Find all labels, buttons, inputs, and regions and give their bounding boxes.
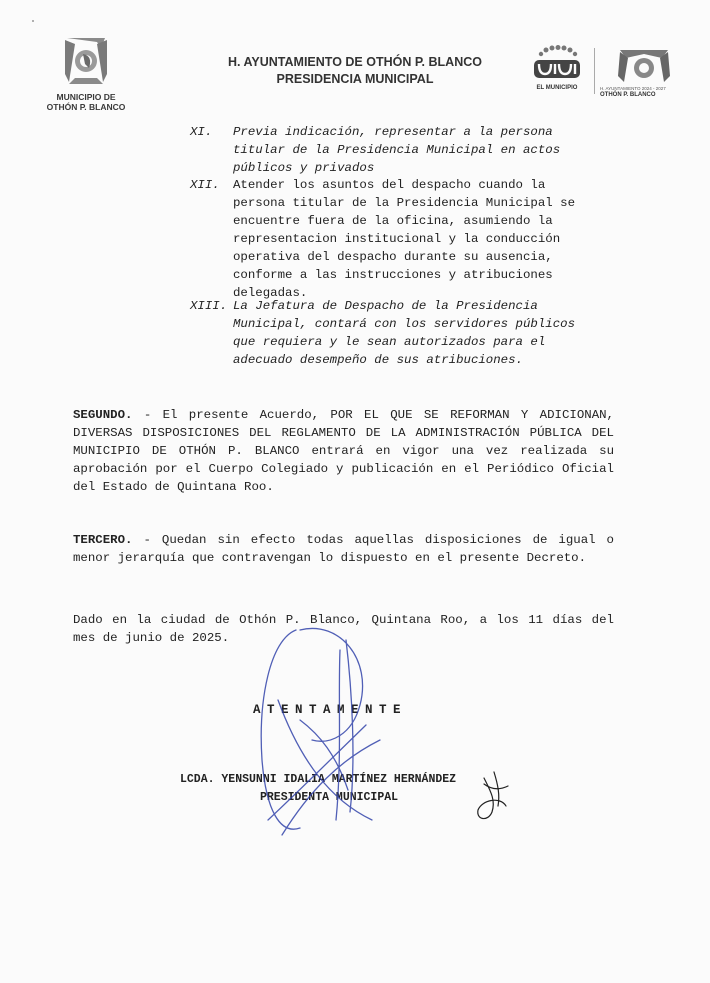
- fraction-line: que requiera y le sean autorizados para el: [233, 335, 546, 349]
- municipio-caption-line1: MUNICIPIO DE: [56, 92, 116, 102]
- fraction-line: delegadas.: [233, 286, 308, 300]
- fraction-number: XII.: [190, 178, 220, 192]
- fraction-line: Atender los asuntos del despacho cuando la: [233, 178, 546, 192]
- municipio-caption-line2: OTHÓN P. BLANCO: [46, 102, 126, 112]
- right-logos: [528, 44, 688, 104]
- fraction-line: encuentre fuera de la oficina, asumiendo la: [233, 214, 553, 228]
- municipio-logo: [42, 34, 130, 112]
- scan-speck: [32, 20, 34, 22]
- tercero-label: TERCERO.: [73, 533, 133, 547]
- signatory-name: LCDA. YENSUNNI IDALIA MARTÍNEZ HERNÁNDEZ: [180, 773, 457, 786]
- segundo-label: SEGUNDO.: [73, 408, 133, 422]
- fraction-number: XI.: [190, 125, 213, 139]
- ayuntamiento-caption: [600, 86, 690, 98]
- fraction-line: La Jefatura de Despacho de la Presidencia: [233, 299, 538, 313]
- fraction-line: persona titular de la Presidencia Municipal se: [233, 196, 576, 210]
- fraction-line: representacion institucional y la conducción: [233, 232, 561, 246]
- logo-divider: [594, 48, 595, 94]
- ayuntamiento-name: OTHÓN P. BLANCO: [600, 92, 656, 98]
- tercero-text: - Quedan sin efecto todas aquellas disposiciones de igual o menor jerarquía que contravengan lo dispuesto en el presente Decreto.: [73, 533, 614, 565]
- fraction-xi: [190, 123, 614, 177]
- el-municipio-caption: EL MUNICIPIO: [536, 85, 578, 91]
- presidencia-title: PRESIDENCIA MUNICIPAL: [276, 72, 434, 86]
- ayuntamiento-period: H. AYUNTAMIENTO 2024 - 2027: [600, 86, 666, 91]
- el-municipio-logo-icon: [528, 44, 586, 86]
- article-tercero: [73, 531, 614, 567]
- fraction-xii: [190, 176, 614, 302]
- fraction-line: operativa del despacho durante su ausencia,: [233, 250, 553, 264]
- fraction-xiii: [190, 297, 614, 369]
- fraction-line: Municipal, contará con los servidores públicos: [233, 317, 576, 331]
- fraction-line: adecuado desempeño de sus atribuciones.: [233, 353, 523, 367]
- signatory-role: PRESIDENTA MUNICIPAL: [260, 791, 399, 804]
- municipio-emblem-icon: [61, 34, 111, 90]
- atentamente-greeting: ATENTAMENTE: [253, 703, 408, 717]
- fraction-line: conforme a las instrucciones y atribuciones: [233, 268, 553, 282]
- closing-paragraph: Dado en la ciudad de Othón P. Blanco, Quintana Roo, a los 11 días del mes de junio de 2025.: [73, 613, 614, 645]
- article-segundo: [73, 406, 614, 496]
- letterhead-title: [190, 54, 520, 88]
- ayuntamiento-title: H. AYUNTAMIENTO DE OTHÓN P. BLANCO: [228, 55, 482, 69]
- ayuntamiento-emblem-icon: [616, 46, 672, 86]
- segundo-text: - El presente Acuerdo, POR EL QUE SE REFORMAN Y ADICIONAN, DIVERSAS DISPOSICIONES DEL REGLAMENTO DE LA ADMINISTRACIÓN PÚBLICA DEL MUNICIPIO DE OTHÓN P. BLANCO entrará en vigor una vez realizada su aprobación por el Cuerpo Colegiado y publicación en el Periódico Oficial del Estado de Quintana Roo.: [73, 408, 614, 494]
- fraction-line: públicos y privados: [233, 161, 375, 175]
- fraction-line: titular de la Presidencia Municipal en actos: [233, 143, 561, 157]
- fraction-line: Previa indicación, representar a la persona: [233, 125, 553, 139]
- fraction-number: XIII.: [190, 299, 228, 313]
